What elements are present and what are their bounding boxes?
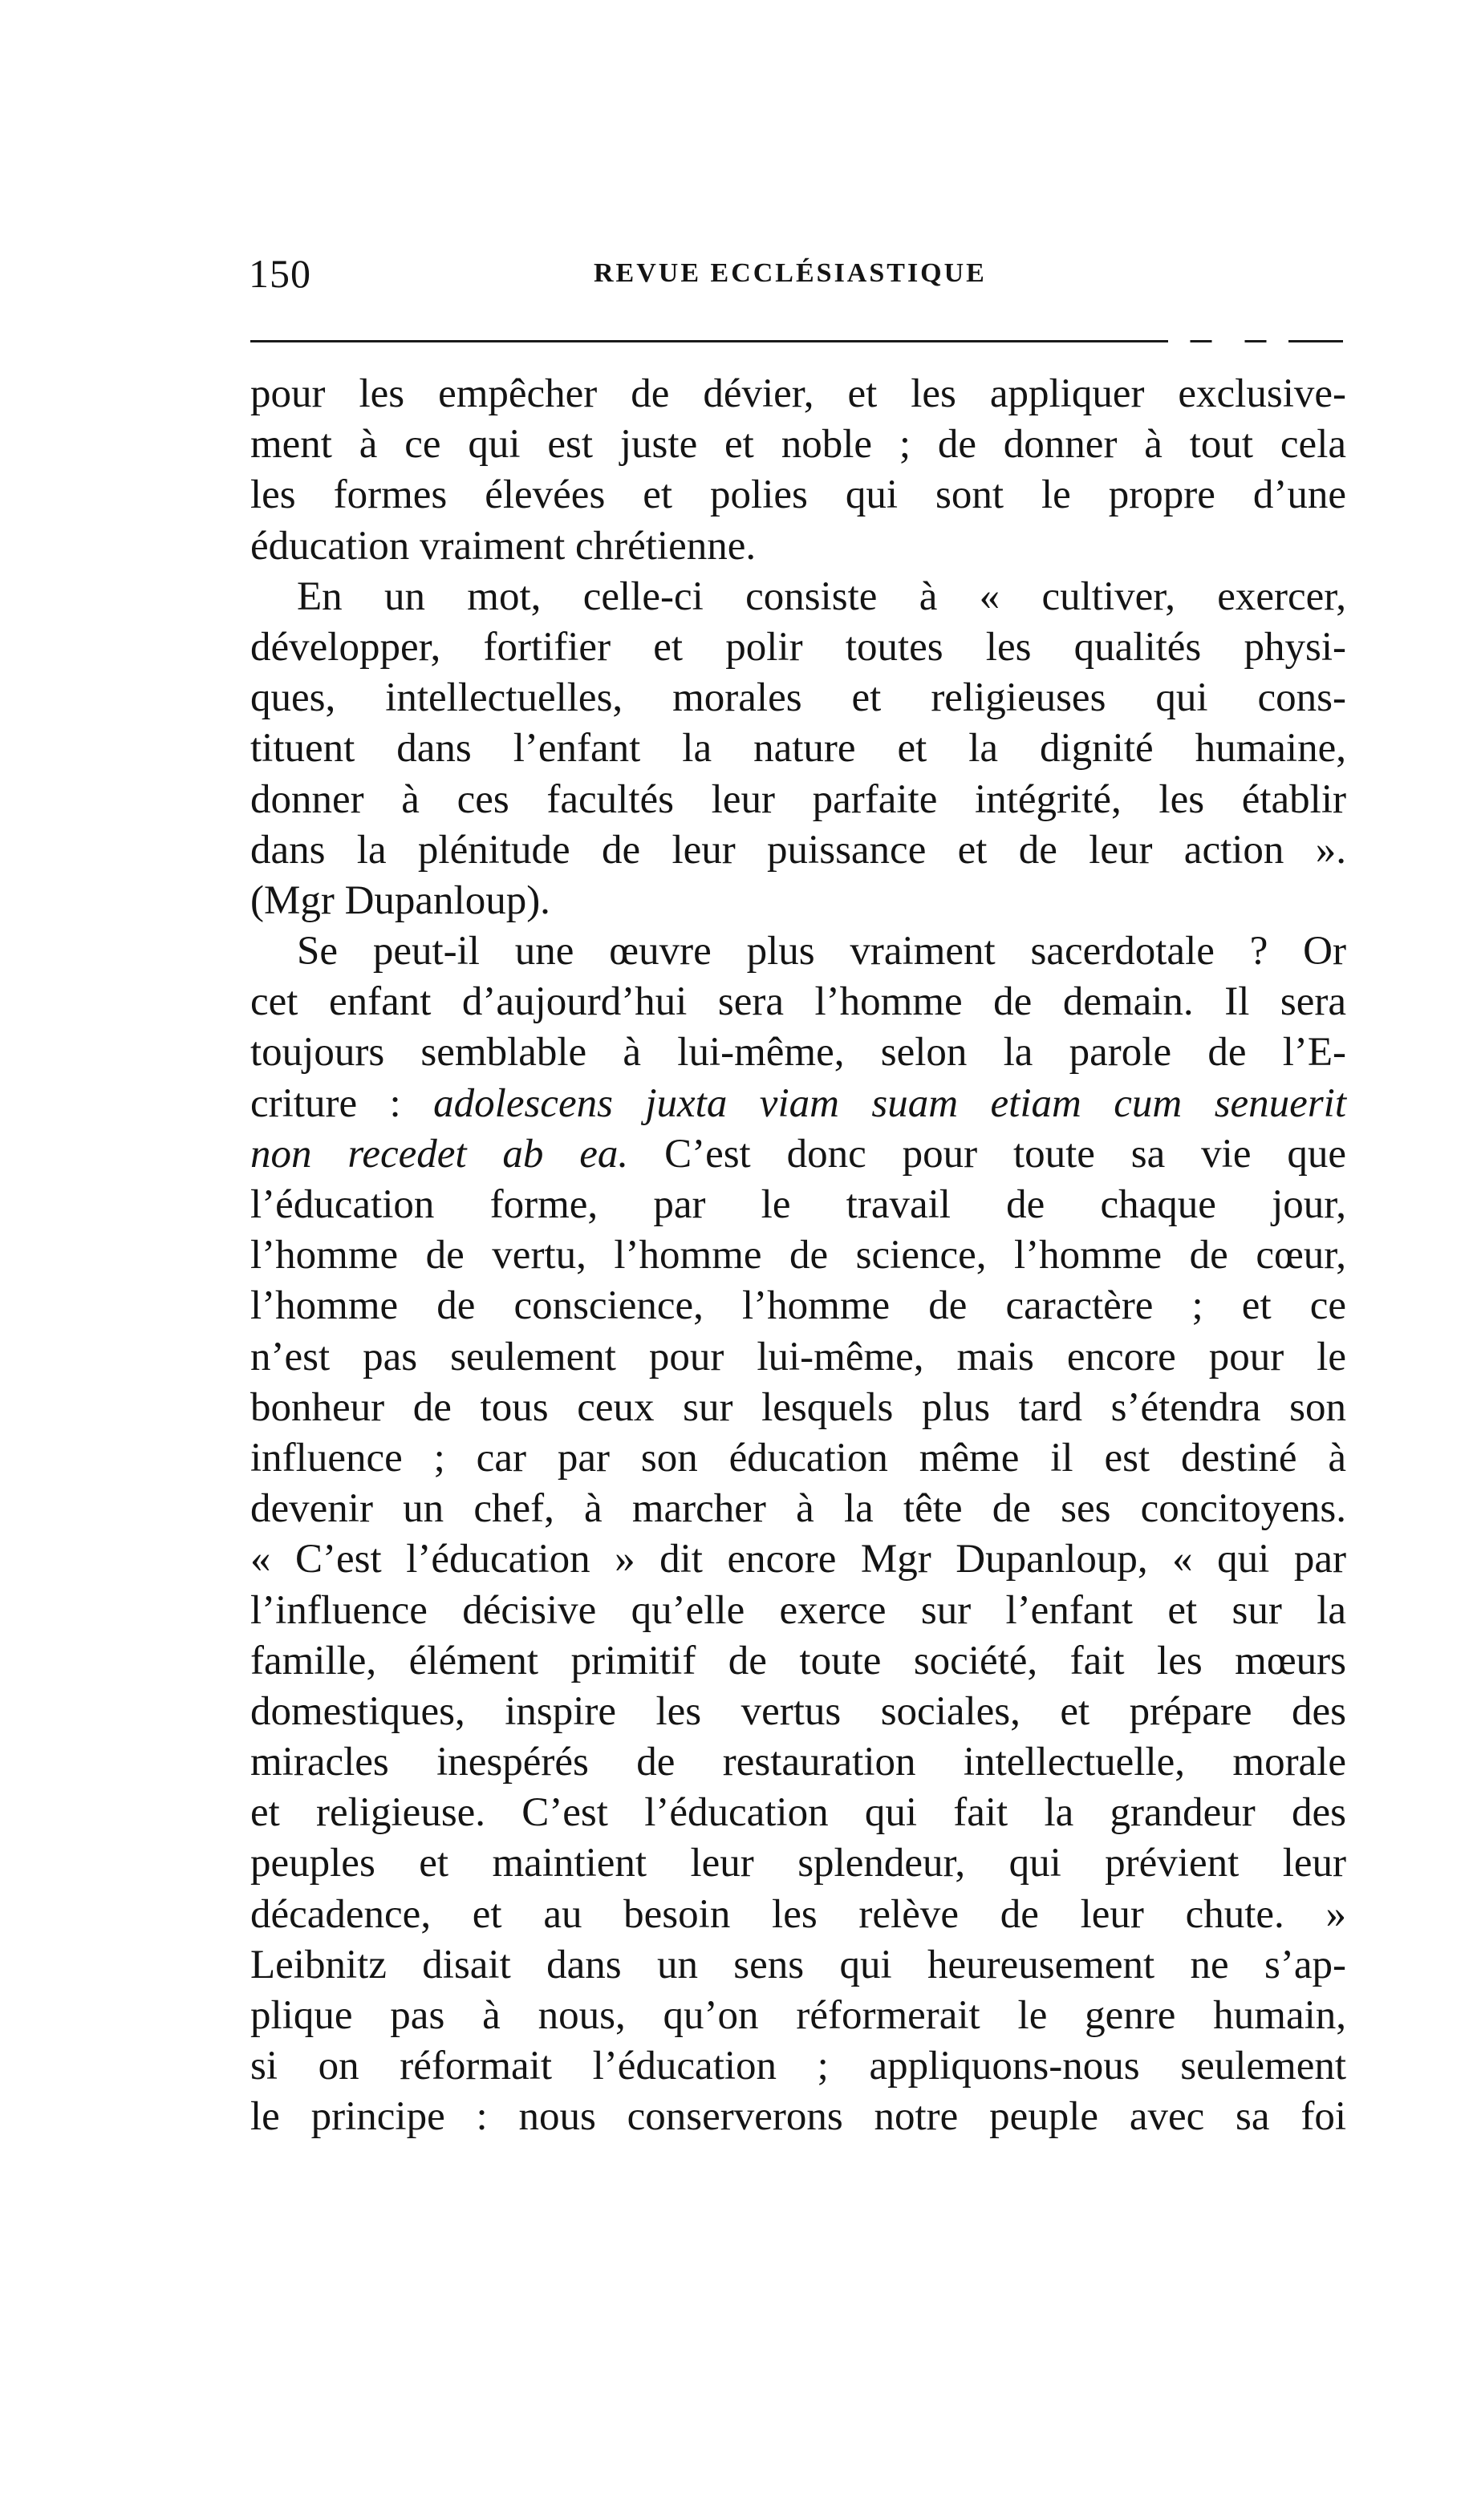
text-line: (Mgr Dupanloup).	[250, 877, 550, 923]
text-line: ment à ce qui est juste et noble ; de donner à tout cela	[250, 422, 1346, 468]
text-line: les formes élevées et polies qui sont le propre d’une	[250, 472, 1346, 518]
latin-quote-end: non recedet ab ea.	[250, 1131, 629, 1177]
text-line: plique pas à nous, qu’on réformerait le genre humain,	[250, 1993, 1346, 2038]
text-line: l’homme de conscience, l’homme de caractère ; et ce	[250, 1283, 1346, 1329]
body-text	[250, 369, 1346, 2143]
text-line: Leibnitz disait dans un sens qui heureusement ne s’ap-	[250, 1942, 1346, 1987]
page-header	[249, 250, 1348, 298]
text-line: ques, intellectuelles, morales et religieuses qui cons-	[250, 675, 1346, 721]
text-line: famille, élément primitif de toute société, fait les mœurs	[250, 1638, 1346, 1683]
text-line: développer, fortifier et polir toutes les qualités physi-	[250, 624, 1346, 670]
text-line: miracles inespérés de restauration intellectuelle, morale	[250, 1740, 1346, 1785]
text-line: n’est pas seulement pour lui-même, mais encore pour le	[250, 1334, 1346, 1380]
text-line: cet enfant d’aujourd’hui sera l’homme de demain. Il sera	[250, 979, 1346, 1025]
text-line: éducation vraiment chrétienne.	[250, 523, 757, 569]
text-line: l’homme de vertu, l’homme de science, l’homme de cœur,	[250, 1233, 1346, 1278]
text-line: domestiques, inspire les vertus sociales, et prépare des	[250, 1688, 1346, 1734]
text-line: si on réformait l’éducation ; appliquons-nous seulement	[250, 2044, 1346, 2089]
text-line: dans la plénitude de leur puissance et de leur action ».	[250, 827, 1346, 873]
text-line-with-latin	[250, 1079, 1346, 1129]
latin-prefix: criture :	[250, 1080, 434, 1126]
text-line: « C’est l’éducation » dit encore Mgr Dupanloup, « qui par	[250, 1537, 1346, 1582]
text-line: influence ; car par son éducation même il est destiné à	[250, 1435, 1346, 1481]
text-line: le principe : nous conserverons notre peuple avec sa foi	[250, 2094, 1346, 2140]
text-line: tituent dans l’enfant la nature et la dignité humaine,	[250, 726, 1346, 772]
text-line: l’influence décisive qu’elle exerce sur l’enfant et sur la	[250, 1587, 1346, 1633]
text-line: Se peut-il une œuvre plus vraiment sacerdotale ? Or	[297, 929, 1346, 974]
latin-quote: adolescens juxta viam suam etiam cum senuerit	[433, 1080, 1347, 1126]
text-line: l’éducation forme, par le travail de chaque jour,	[250, 1182, 1346, 1227]
text-line: En un mot, celle-ci consiste à « cultiver, exercer,	[297, 573, 1346, 619]
latin-suffix: C’est donc pour toute sa vie que	[628, 1131, 1346, 1177]
text-line: devenir un chef, à marcher à la tête de ses concitoyens.	[250, 1486, 1346, 1532]
text-line: toujours semblable à lui-même, selon la parole de l’E-	[250, 1030, 1346, 1076]
page-number: 150	[249, 251, 311, 296]
text-line: bonheur de tous ceux sur lesquels plus tard s’étendra son	[250, 1384, 1346, 1430]
text-line: donner à ces facultés leur parfaite intégrité, les établir	[250, 776, 1346, 822]
text-line-with-latin	[250, 1129, 1346, 1180]
running-title: REVUE ECCLÉSIASTIQUE	[594, 258, 987, 288]
header-rule	[250, 340, 1343, 342]
text-line: pour les empêcher de dévier, et les appliquer exclusive-	[250, 371, 1346, 416]
text-line: peuples et maintient leur splendeur, qui prévient leur	[250, 1841, 1346, 1886]
text-line: et religieuse. C’est l’éducation qui fait la grandeur des	[250, 1790, 1346, 1836]
text-line: décadence, et au besoin les relève de leur chute. »	[250, 1891, 1346, 1937]
